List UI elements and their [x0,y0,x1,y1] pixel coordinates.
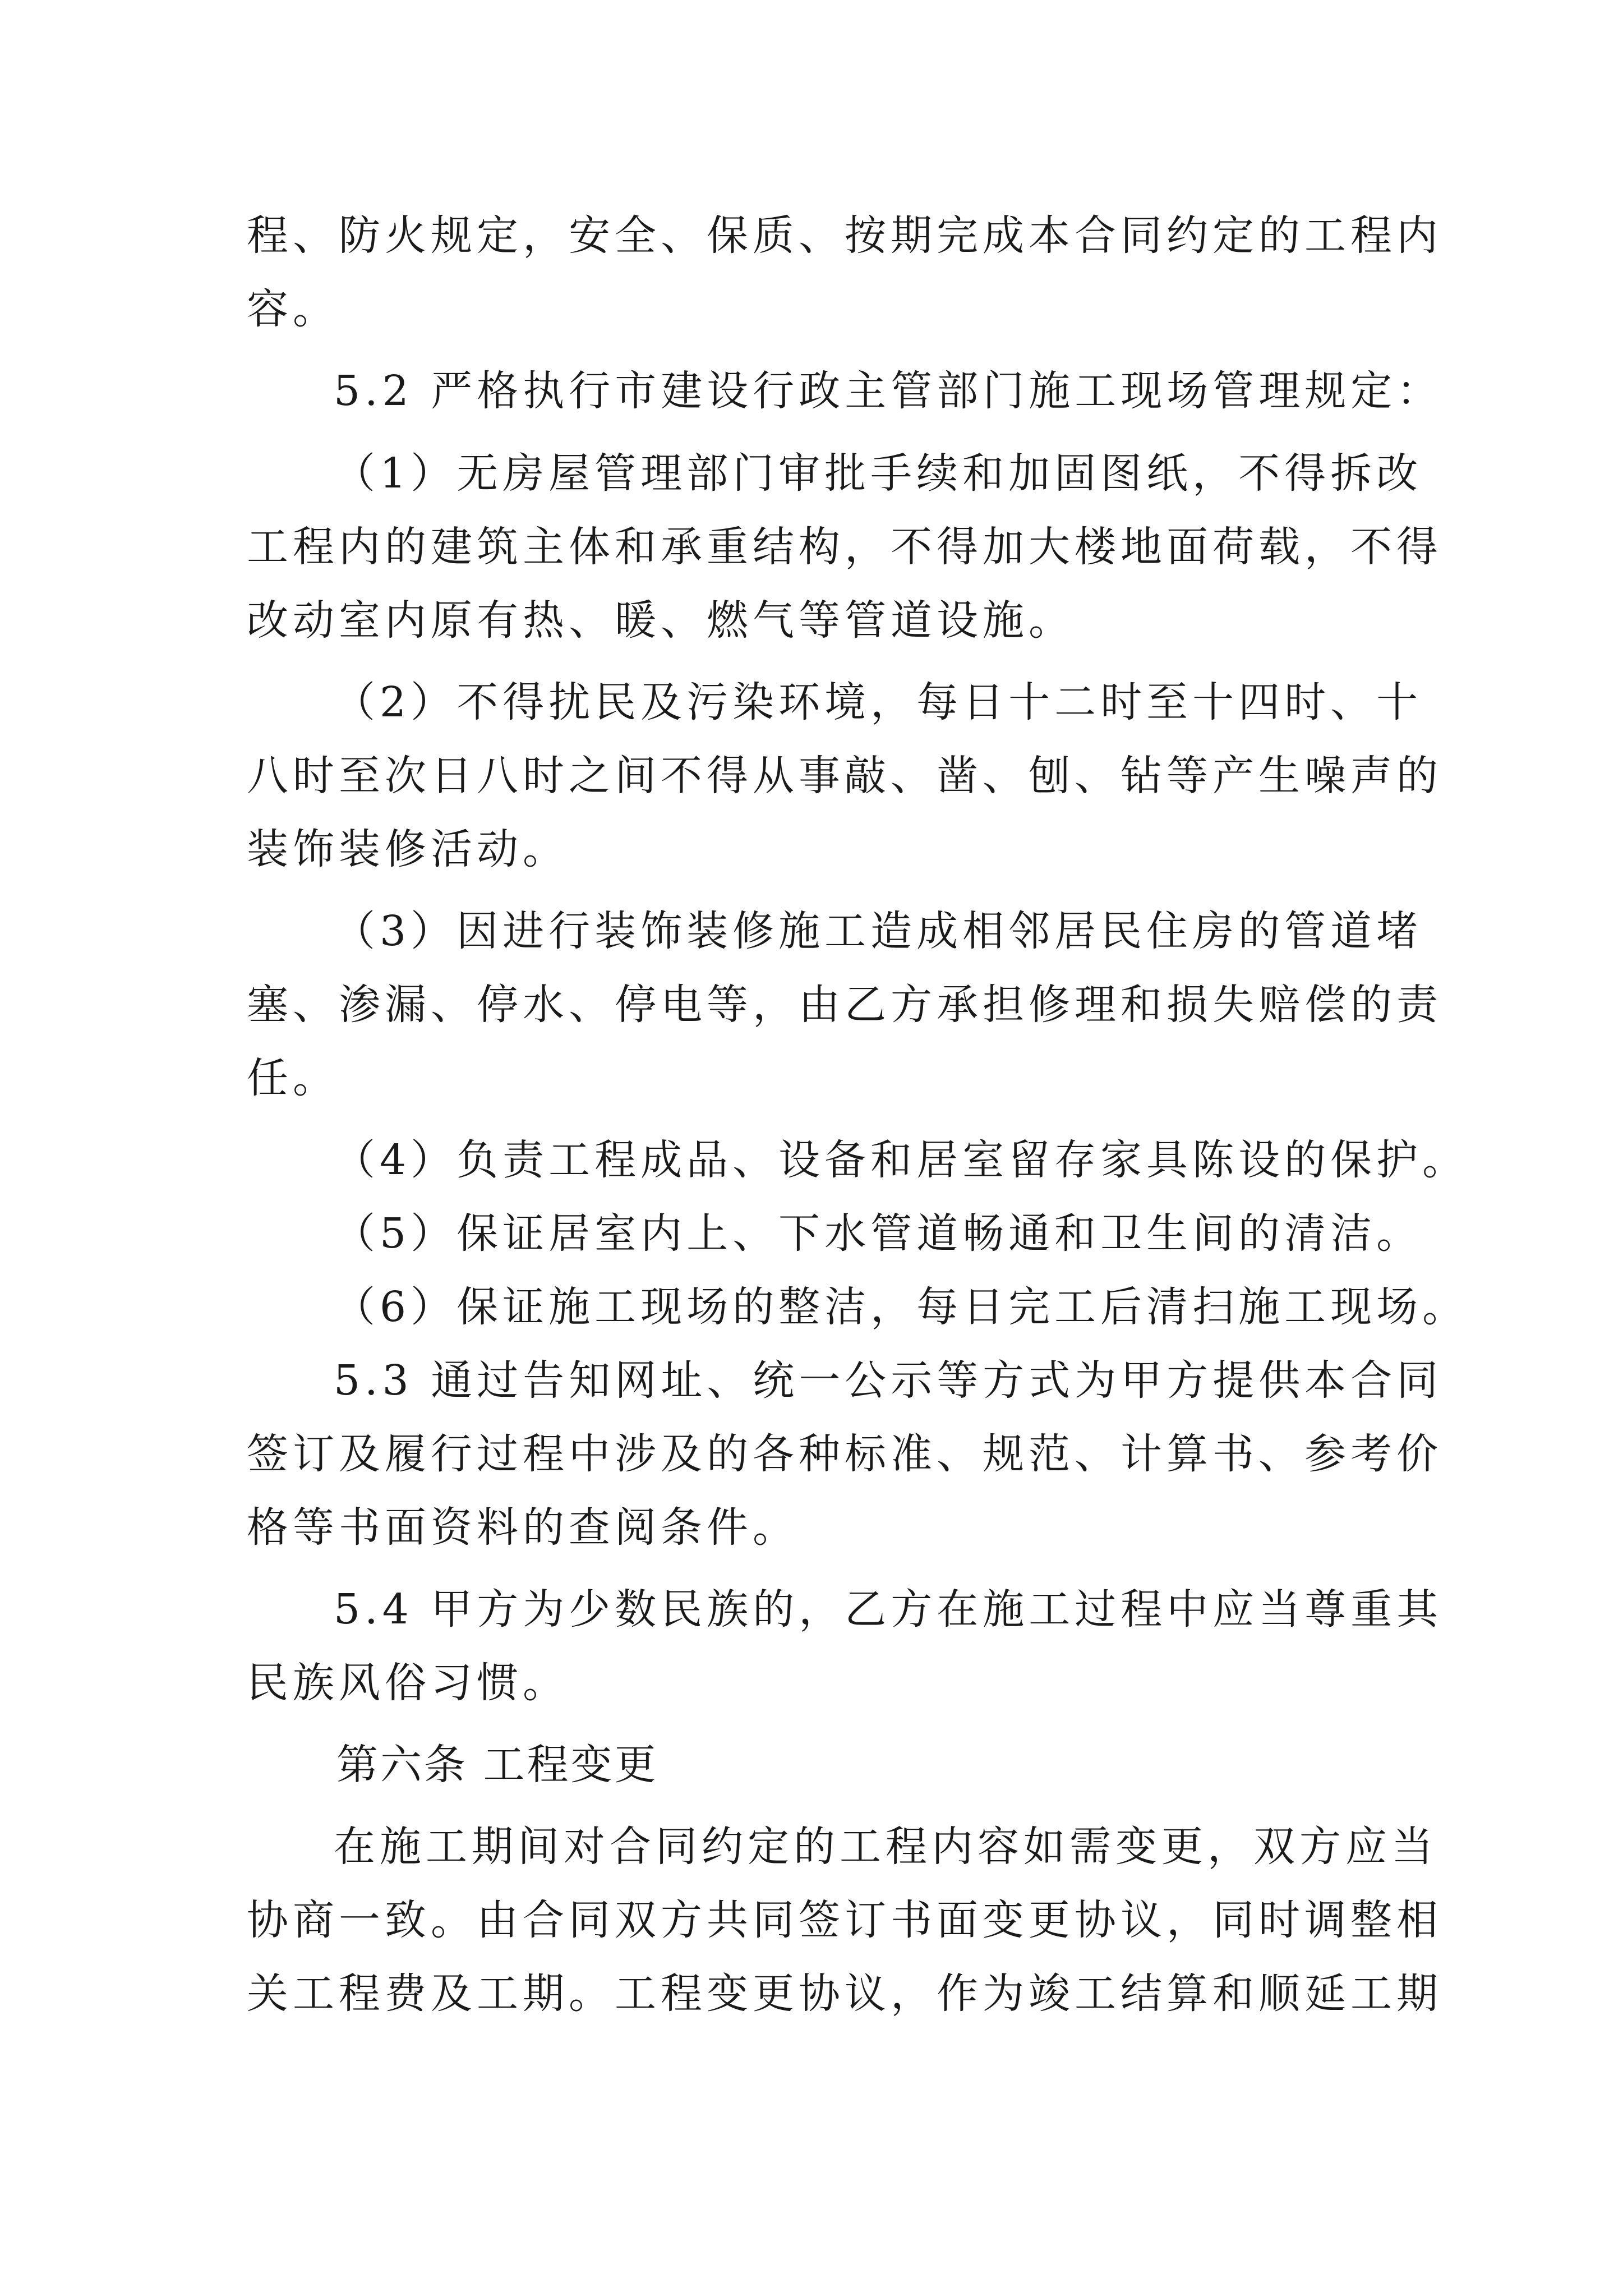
body-text-line: 装饰装修活动。 [247,825,569,873]
clause-item-2: （2）不得扰民及污染环境，每日十二时至十四时、十 [334,678,1423,726]
clause-item-1: （1）无房屋管理部门审批手续和加固图纸，不得拆改 [334,449,1423,498]
clause-item-4: （4）负责工程成品、设备和居室留存家具陈设的保护。 [334,1136,1469,1184]
section-5-4-heading: 5.4 甲方为少数民族的，乙方在施工过程中应当尊重其 [334,1585,1443,1634]
clause-item-6: （6）保证施工现场的整洁，每日完工后清扫施工现场。 [334,1283,1469,1331]
body-text-line: 任。 [247,1054,339,1102]
body-text-line: 改动室内原有热、暖、燃气等管道设施。 [247,596,1075,645]
body-text-line: 签订及履行过程中涉及的各种标准、规范、计算书、参考价 [247,1430,1442,1478]
body-text-line: 在施工期间对合同约定的工程内容如需变更，双方应当 [334,1823,1437,1871]
body-text-line: 八时至次日八时之间不得从事敲、凿、刨、钻等产生噪声的 [247,752,1442,800]
section-5-2-heading: 5.2 严格执行市建设行政主管部门施工现场管理规定： [334,367,1443,415]
body-text-line: 关工程费及工期。工程变更协议，作为竣工结算和顺延工期 [247,1970,1442,2018]
body-text-line: 民族风俗习惯。 [247,1659,569,1707]
section-5-3-heading: 5.3 通过告知网址、统一公示等方式为甲方提供本合同 [334,1356,1443,1405]
body-text-line: 程、防火规定，安全、保质、按期完成本合同约定的工程内 [247,211,1442,260]
body-text-line: 协商一致。由合同双方共同签订书面变更协议，同时调整相 [247,1896,1442,1944]
body-text-line: 容。 [247,285,339,333]
body-text-line: 塞、渗漏、停水、停电等，由乙方承担修理和损失赔偿的责 [247,981,1442,1029]
clause-item-3: （3）因进行装饰装修施工造成相邻居民住房的管道堵 [334,907,1423,955]
article-6-heading: 第六条 工程变更 [336,1741,658,1789]
body-text-line: 工程内的建筑主体和承重结构，不得加大楼地面荷载，不得 [247,523,1442,571]
body-text-line: 格等书面资料的查阅条件。 [247,1503,799,1552]
clause-item-5: （5）保证居室内上、下水管道畅通和卫生间的清洁。 [334,1209,1423,1258]
